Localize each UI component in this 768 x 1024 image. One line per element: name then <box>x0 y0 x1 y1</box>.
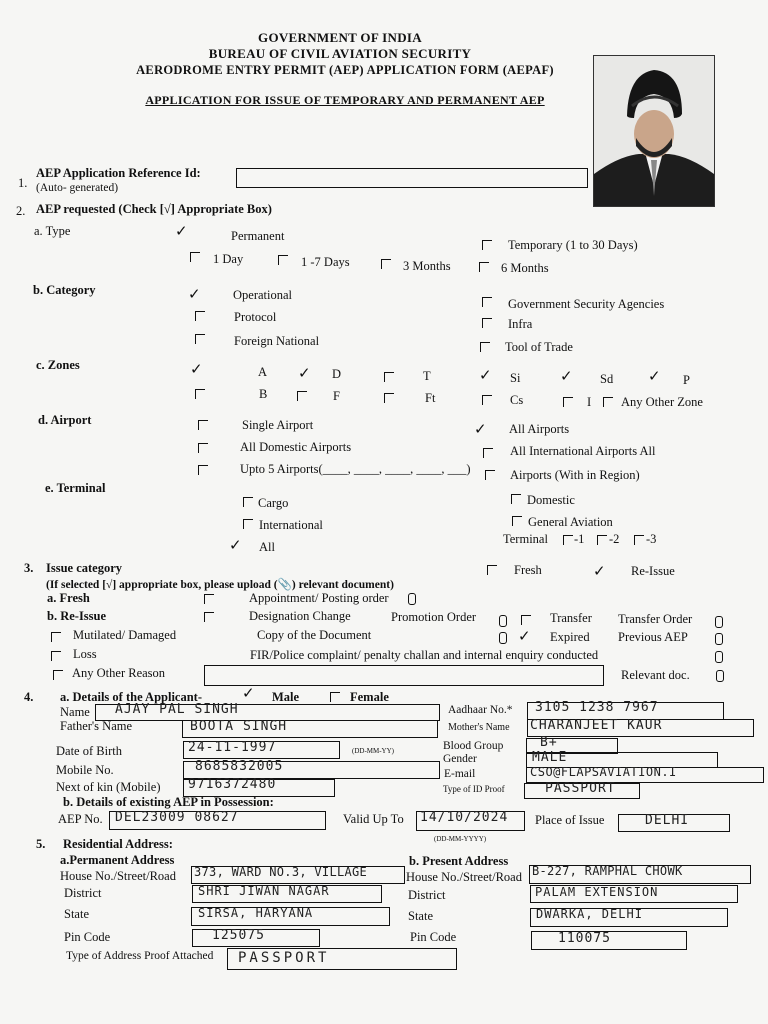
terminal-2-checkbox[interactable] <box>597 535 607 545</box>
section-2-number: 2. <box>16 204 26 218</box>
valid-upto-format: (DD-MM-YYYY) <box>434 835 487 843</box>
other-reason-field[interactable] <box>204 665 604 686</box>
mutilated-checkbox[interactable] <box>51 632 61 642</box>
expired-check-icon[interactable]: ✓ <box>518 627 531 645</box>
airport-label: d. Airport <box>38 413 92 427</box>
pres-state-label: State <box>408 909 433 923</box>
present-address-label: b. Present Address <box>409 854 509 868</box>
gender-value: MALE <box>532 750 568 765</box>
female-label: Female <box>350 690 389 704</box>
dob-value: 24-11-1997 <box>188 740 277 755</box>
terminal-intl-checkbox[interactable] <box>243 519 253 529</box>
mother-value: CHARANJEET KAUR <box>530 718 663 733</box>
existing-aep-label: b. Details of existing AEP in Possession: <box>63 795 274 809</box>
1-7days-checkbox[interactable] <box>278 255 288 265</box>
zone-cs-checkbox[interactable] <box>482 395 492 405</box>
header-line-1: GOVERNMENT OF INDIA <box>258 30 422 45</box>
section-4-number: 4. <box>24 690 34 704</box>
terminal-domestic-checkbox[interactable] <box>511 494 521 504</box>
upto5-label: Upto 5 Airports(____, ____, ____, ____, ___) <box>240 462 471 476</box>
zone-b-label: B <box>259 387 268 401</box>
header-line-3: AERODROME ENTRY PERMIT (AEP) APPLICATION FORM (AEPAF) <box>136 63 554 77</box>
expired-label: Expired <box>550 630 590 644</box>
reissue-section-label: b. Re-Issue <box>47 609 107 623</box>
region-label: Airports (With in Region) <box>510 468 640 482</box>
aep-no-value: DEL23009 08627 <box>115 810 239 825</box>
perm-pin-value: 125075 <box>212 928 265 943</box>
single-airport-label: Single Airport <box>242 418 314 432</box>
idproof-label: Type of ID Proof <box>443 784 505 794</box>
applicant-details-label: a. Details of the Applicant- <box>60 690 203 704</box>
zone-f-label: F <box>333 389 340 403</box>
section-5-number: 5. <box>36 837 46 851</box>
zone-i-label: I <box>587 395 592 409</box>
place-of-issue-value: DELHI <box>645 813 690 828</box>
issue-category-label: Issue category <box>46 561 123 575</box>
fir-label: FIR/Police complaint/ penalty challan and internal enquiry conducted <box>250 648 599 662</box>
foreign-label: Foreign National <box>234 334 320 348</box>
blood-label: Blood Group <box>443 740 504 752</box>
perm-state-label: State <box>64 907 89 921</box>
operational-label: Operational <box>233 288 293 302</box>
zone-t-label: T <box>423 369 431 383</box>
single-airport-checkbox[interactable] <box>198 420 208 430</box>
zone-other-checkbox[interactable] <box>603 397 613 407</box>
domestic-airports-label: All Domestic Airports <box>240 440 352 454</box>
name-value: AJAY PAL SINGH <box>115 702 239 717</box>
promotion-label: Promotion Order <box>391 610 477 624</box>
previous-aep-label: Previous AEP <box>618 630 688 644</box>
permanent-address-label: a.Permanent Address <box>60 853 175 867</box>
place-of-issue-label: Place of Issue <box>535 813 605 827</box>
terminal-2-label: -2 <box>609 532 620 546</box>
dob-label: Date of Birth <box>56 744 122 758</box>
ga-label: General Aviation <box>528 515 613 529</box>
zone-si-check-icon[interactable]: ✓ <box>479 366 492 384</box>
ga-checkbox[interactable] <box>512 516 522 526</box>
trade-label: Tool of Trade <box>505 340 573 354</box>
other-reason-label: Any Other Reason <box>72 666 166 680</box>
relevant-doc-paperclip-icon[interactable] <box>716 670 724 682</box>
appointment-checkbox[interactable] <box>204 594 214 604</box>
temporary-label: Temporary (1 to 30 Days) <box>508 238 638 252</box>
zone-a-check-icon[interactable]: ✓ <box>190 360 203 378</box>
section-1-number: 1. <box>18 176 28 190</box>
header-line-2: BUREAU OF CIVIL AVIATION SECURITY <box>208 46 472 61</box>
gsa-checkbox[interactable] <box>482 297 492 307</box>
temporary-checkbox[interactable] <box>482 240 492 250</box>
6months-checkbox[interactable] <box>479 262 489 272</box>
upto5-checkbox[interactable] <box>198 465 208 475</box>
gender-label: Gender <box>443 753 477 765</box>
3months-label: 3 Months <box>403 259 451 273</box>
aep-requested-label: AEP requested (Check [√] Appropriate Box) <box>36 202 272 216</box>
intl-airports-checkbox[interactable] <box>483 448 493 458</box>
6months-label: 6 Months <box>501 261 549 275</box>
ref-id-sub: (Auto- generated) <box>36 182 119 194</box>
zones-label: c. Zones <box>36 358 80 372</box>
designation-label: Designation Change <box>249 609 351 623</box>
terminal-all-label: All <box>259 540 275 554</box>
mother-label: Mother's Name <box>448 722 510 733</box>
zone-ft-label: Ft <box>425 391 436 405</box>
female-checkbox[interactable] <box>330 692 340 702</box>
loss-label: Loss <box>73 647 97 661</box>
terminal-number-label: Terminal <box>503 532 548 546</box>
perm-pin-label: Pin Code <box>64 930 111 944</box>
perm-state-value: SIRSA, HARYANA <box>198 906 314 920</box>
perm-house-label: House No./Street/Road <box>60 869 176 883</box>
male-label: Male <box>272 690 300 704</box>
foreign-checkbox[interactable] <box>195 334 205 344</box>
fir-paperclip-icon[interactable] <box>715 651 723 663</box>
pres-pin-label: Pin Code <box>410 930 457 944</box>
zone-other-label: Any Other Zone <box>621 395 703 409</box>
transfer-paperclip-icon[interactable] <box>715 616 723 628</box>
terminal-3-label: -3 <box>646 532 657 546</box>
all-airports-check-icon[interactable]: ✓ <box>474 420 487 438</box>
reissue-label: Re-Issue <box>631 564 675 578</box>
operational-check-icon[interactable]: ✓ <box>188 285 201 303</box>
aadhaar-value: 3105 1238 7967 <box>535 700 659 715</box>
zone-p-label: P <box>683 373 690 387</box>
terminal-intl-label: International <box>259 518 323 532</box>
loss-checkbox[interactable] <box>51 651 61 661</box>
1day-label: 1 Day <box>213 252 244 266</box>
father-label: Father's Name <box>60 719 133 733</box>
terminal-1-checkbox[interactable] <box>563 535 573 545</box>
all-airports-label: All Airports <box>509 422 570 436</box>
section-3-number: 3. <box>24 561 34 575</box>
appointment-label: Appointment/ Posting order <box>249 591 389 605</box>
perm-district-value: SHRI JIWAN NAGAR <box>198 884 330 898</box>
terminal-all-check-icon[interactable]: ✓ <box>229 536 242 554</box>
zone-f-checkbox[interactable] <box>297 391 307 401</box>
trade-checkbox[interactable] <box>480 342 490 352</box>
valid-upto-label: Valid Up To <box>343 812 404 826</box>
appointment-paperclip-icon[interactable] <box>408 593 416 605</box>
form-title: APPLICATION FOR ISSUE OF TEMPORARY AND PERMANENT AEP <box>145 93 545 107</box>
protocol-checkbox[interactable] <box>195 311 205 321</box>
zone-d-label: D <box>332 367 342 381</box>
domestic-airports-checkbox[interactable] <box>198 443 208 453</box>
reissue-check-icon[interactable]: ✓ <box>593 562 606 580</box>
kin-value: 9716372480 <box>188 777 277 792</box>
zone-b-checkbox[interactable] <box>195 389 205 399</box>
blood-value: B+ <box>540 735 558 750</box>
fresh-checkbox[interactable] <box>487 565 497 575</box>
gsa-label: Government Security Agencies <box>508 297 665 311</box>
father-value: BOOTA SINGH <box>190 719 288 734</box>
region-checkbox[interactable] <box>485 470 495 480</box>
protocol-label: Protocol <box>234 310 277 324</box>
terminal-label: e. Terminal <box>45 481 106 495</box>
applicant-photo <box>593 55 715 207</box>
pres-state-value: DWARKA, DELHI <box>536 907 643 921</box>
copy-label: Copy of the Document <box>257 628 372 642</box>
infra-checkbox[interactable] <box>482 318 492 328</box>
transfer-order-label: Transfer Order <box>618 612 693 626</box>
transfer-checkbox[interactable] <box>521 615 531 625</box>
kin-label: Next of kin (Mobile) <box>56 780 161 794</box>
email-label: E-mail <box>444 768 476 780</box>
terminal-1-label: -1 <box>574 532 585 546</box>
perm-district-label: District <box>64 886 102 900</box>
zone-ft-checkbox[interactable] <box>384 393 394 403</box>
aadhaar-label: Aadhaar No.* <box>448 704 513 716</box>
aep-no-label: AEP No. <box>58 812 103 826</box>
permanent-check-icon[interactable]: ✓ <box>175 222 188 240</box>
upload-note: (If selected [√] appropriate box, please upload (📎) relevant document) <box>46 579 394 591</box>
pres-pin-value: 110075 <box>558 931 611 946</box>
zone-sd-label: Sd <box>600 372 614 386</box>
zone-a-label: A <box>258 365 268 379</box>
zone-i-checkbox[interactable] <box>563 397 573 407</box>
infra-label: Infra <box>508 317 533 331</box>
address-proof-value: PASSPORT <box>238 950 330 966</box>
mobile-value: 8685832005 <box>195 759 284 774</box>
pres-house-label: House No./Street/Road <box>406 870 522 884</box>
zone-sd-check-icon[interactable]: ✓ <box>560 367 573 385</box>
mobile-label: Mobile No. <box>56 763 114 777</box>
terminal-domestic-label: Domestic <box>527 493 575 507</box>
name-label: Name <box>60 705 90 719</box>
1-7days-label: 1 -7 Days <box>301 255 350 269</box>
zone-cs-label: Cs <box>510 393 524 407</box>
zone-p-check-icon[interactable]: ✓ <box>648 367 661 385</box>
intl-airports-label: All International Airports All <box>510 444 656 458</box>
relevant-doc-label: Relevant doc. <box>621 668 690 682</box>
zone-t-checkbox[interactable] <box>384 372 394 382</box>
category-label: b. Category <box>33 283 96 297</box>
transfer-label: Transfer <box>550 611 592 625</box>
1day-checkbox[interactable] <box>190 252 200 262</box>
designation-checkbox[interactable] <box>204 612 214 622</box>
3months-checkbox[interactable] <box>381 259 391 269</box>
ref-id-label: AEP Application Reference Id: <box>36 166 201 180</box>
cargo-label: Cargo <box>258 496 289 510</box>
valid-upto-value: 14/10/2024 <box>420 810 509 825</box>
type-label: a. Type <box>34 224 71 238</box>
zone-d-check-icon[interactable]: ✓ <box>298 364 311 382</box>
male-check-icon[interactable]: ✓ <box>242 684 255 702</box>
previous-aep-paperclip-icon[interactable] <box>715 633 723 645</box>
applicant-photo-image <box>594 56 714 206</box>
address-proof-label: Type of Address Proof Attached <box>66 950 214 962</box>
terminal-3-checkbox[interactable] <box>634 535 644 545</box>
promotion-paperclip-icon[interactable] <box>499 615 507 627</box>
idproof-value: PASSPORT <box>545 781 616 796</box>
pres-house-value: B-227, RAMPHAL CHOWK <box>532 864 683 878</box>
fresh-section-label: a. Fresh <box>47 591 90 605</box>
zone-si-label: Si <box>510 371 521 385</box>
pres-district-value: PALAM EXTENSION <box>535 885 659 899</box>
pres-district-label: District <box>408 888 446 902</box>
fresh-label: Fresh <box>514 563 542 577</box>
perm-house-value: 373, WARD NO.3, VILLAGE <box>194 865 368 879</box>
permanent-label: Permanent <box>231 229 285 243</box>
cargo-checkbox[interactable] <box>243 497 253 507</box>
copy-paperclip-icon[interactable] <box>499 632 507 644</box>
email-value: CSO@FLAPSAVIATION.I <box>530 765 677 779</box>
residential-address-label: Residential Address: <box>63 837 173 851</box>
dob-format: (DD-MM-YY) <box>352 747 394 755</box>
mutilated-label: Mutilated/ Damaged <box>73 628 177 642</box>
ref-id-field[interactable] <box>236 168 588 188</box>
other-reason-checkbox[interactable] <box>53 670 63 680</box>
